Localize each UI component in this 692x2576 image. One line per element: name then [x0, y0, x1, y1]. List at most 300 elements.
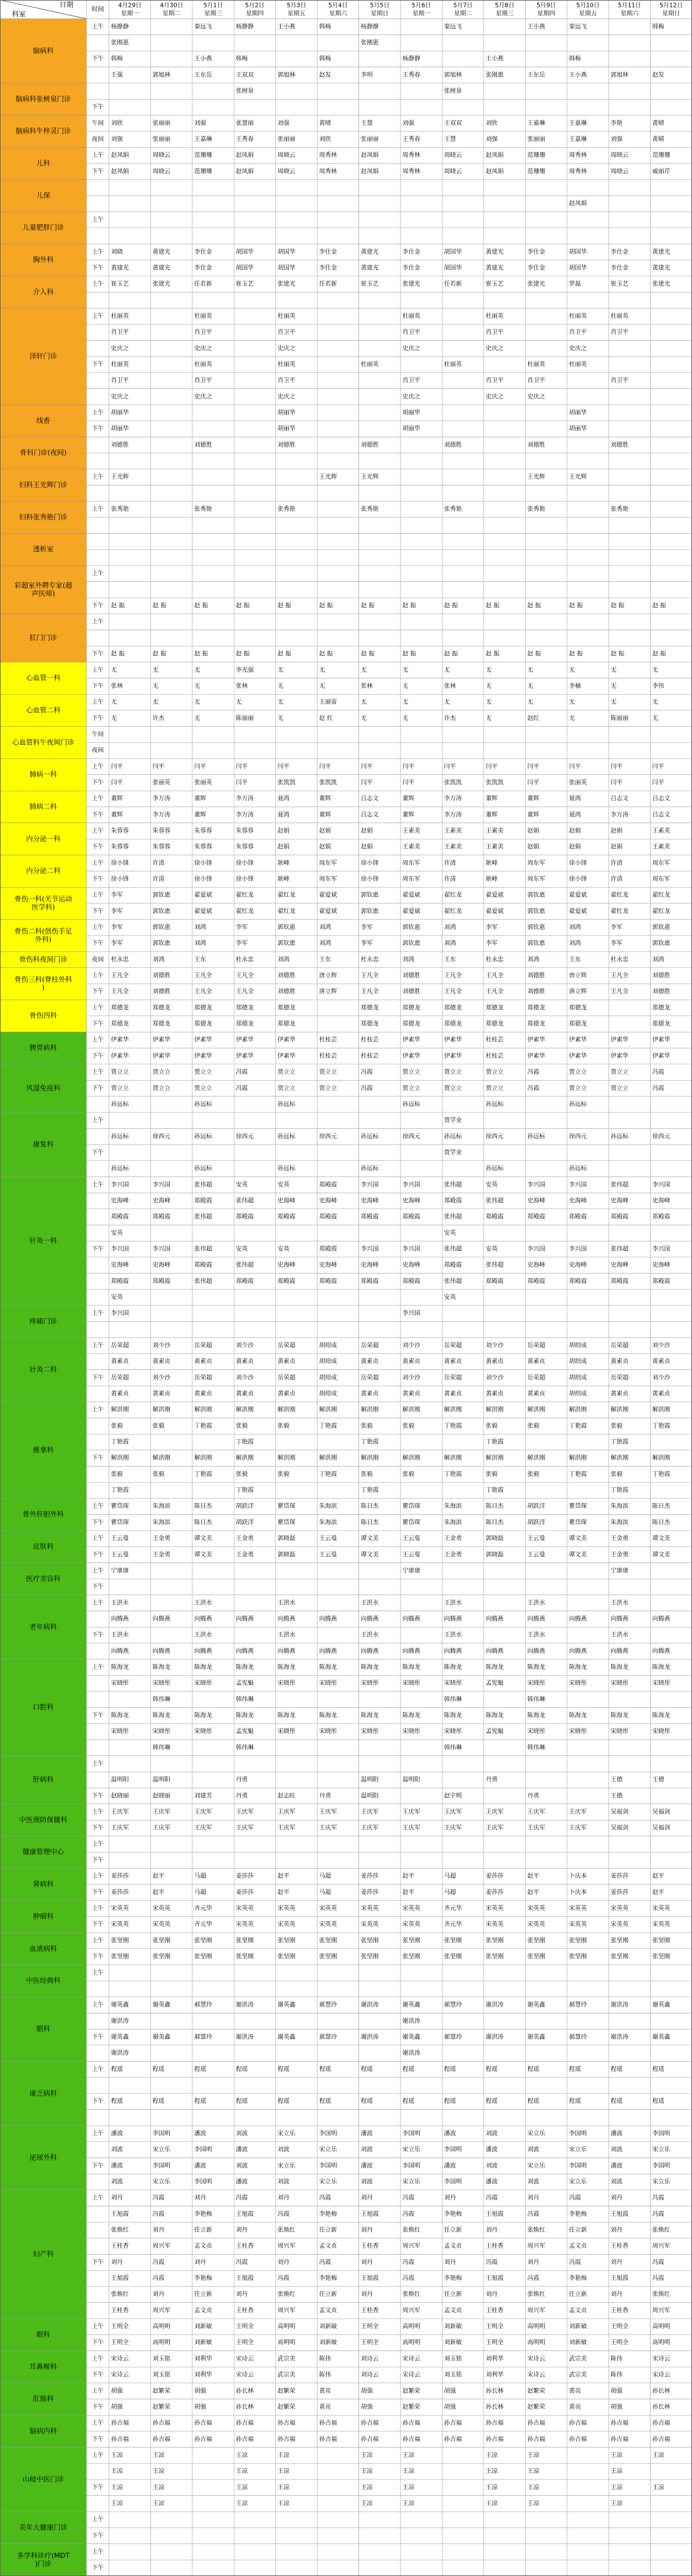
doctor-name: 宋英英	[485, 1905, 504, 1913]
doctor-name: 郑德龙	[152, 1021, 170, 1028]
schedule-cell	[567, 1113, 609, 1129]
doctor-name: 高明明	[652, 2323, 671, 2330]
doctor-name: 向腾燕	[652, 1615, 671, 1623]
doctor-name: 孟宪魁	[236, 1728, 254, 1735]
schedule-row	[86, 2463, 692, 2480]
schedule-cell	[109, 180, 150, 196]
doctor-name: 陈海龙	[569, 1663, 587, 1671]
schedule-row	[86, 147, 692, 164]
doctor-name: 郑殿霞	[236, 1213, 254, 1221]
schedule-cell	[150, 2511, 192, 2528]
doctor-name: 解洪刚	[152, 1455, 170, 1462]
doctor-name: 程瑶	[402, 2065, 415, 2073]
doctor-name: 胡跃洋	[236, 1519, 254, 1526]
schedule-cell	[359, 517, 401, 534]
doctor-name: 冯霞	[527, 2210, 540, 2218]
doctor-name: 胡国华	[236, 264, 254, 272]
schedule-cell	[192, 1981, 234, 1997]
time-slot-label: 下午	[92, 2033, 104, 2041]
doctor-name: 安英	[277, 1245, 290, 1253]
schedule-cell	[150, 35, 192, 51]
doctor-name: 岳荣超	[194, 1342, 212, 1349]
doctor-name: 贾立立	[485, 1084, 504, 1092]
doctor-name: 郑德龙	[236, 1021, 254, 1028]
time-slot-label: 夜间	[92, 747, 104, 754]
doctor-name: 王光辉	[569, 474, 587, 481]
doctor-name: 徐西元	[319, 1133, 337, 1140]
dept-name: 妇科王光辉门诊	[19, 480, 68, 489]
doctor-name: 无	[194, 699, 201, 706]
dept-name: 心血管科午夜间门诊	[12, 738, 75, 747]
time-slot-label: 下午	[92, 2371, 104, 2379]
doctor-name: 杜丽英	[111, 361, 129, 368]
doctor-name: 周秀林	[402, 168, 421, 175]
schedule-cell	[567, 2511, 609, 2528]
doctor-name: 刘诗云	[360, 2355, 379, 2362]
doctor-name: 刘丹	[194, 2258, 206, 2266]
doctor-name: 郭钦惠	[277, 924, 296, 932]
doctor-name: 闫平	[527, 779, 540, 786]
doctor-name: 周东军	[319, 876, 337, 883]
doctor-name: 王光辉	[319, 474, 337, 481]
schedule-cell	[442, 2013, 483, 2029]
doctor-name: 闫平	[485, 763, 498, 771]
doctor-name: 孙吉福	[236, 2419, 254, 2427]
doctor-name: 解洪刚	[319, 1406, 337, 1414]
schedule-cell	[609, 1096, 650, 1113]
doctor-name: 赵繁荣	[402, 2387, 421, 2395]
doctor-name: 向腾燕	[152, 1615, 170, 1623]
dept-name: 中医经典科	[26, 1976, 61, 1985]
doctor-name: 董辉	[402, 795, 415, 802]
schedule-cell	[567, 2013, 609, 2029]
doctor-name: 胡强	[111, 2403, 123, 2411]
doctor-name: 马超	[194, 1889, 206, 1896]
schedule-row	[86, 1756, 692, 1772]
schedule-cell	[192, 2109, 234, 2126]
schedule-cell	[109, 292, 150, 308]
doctor-name: 郑殿霞	[402, 1213, 421, 1221]
doctor-name: 谢英鑫	[652, 2033, 671, 2041]
doctor-name: 解洪刚	[611, 1406, 629, 1414]
doctor-name: 宋诗云	[402, 2371, 421, 2379]
schedule-cell	[359, 1225, 401, 1241]
schedule-row	[86, 1949, 692, 1965]
doctor-name: 陈伟	[611, 2355, 623, 2362]
schedule-cell	[484, 180, 525, 196]
doctor-name: 闫平	[611, 779, 623, 786]
schedule-cell	[567, 35, 609, 51]
doctor-name: 孙远标	[277, 1101, 296, 1108]
schedule-cell	[442, 325, 483, 341]
schedule-row	[86, 968, 692, 984]
dept-name: 儿保	[36, 191, 50, 200]
doctor-name: 黄建光	[360, 248, 379, 256]
doctor-name: 王明全	[111, 2339, 129, 2347]
doctor-name: 朱海滨	[319, 1503, 337, 1510]
doctor-name: 杜丽英	[402, 313, 421, 320]
doctor-name: 孙吉福	[277, 2436, 296, 2443]
doctor-name: 安英	[485, 1181, 498, 1188]
doctor-name: 胡强	[611, 2403, 623, 2411]
header-weekday-5: 星期六	[329, 10, 347, 18]
doctor-name: 王凉	[402, 2468, 415, 2475]
doctor-name: 崔玉艺	[485, 281, 504, 288]
doctor-name: 向腾燕	[194, 1648, 212, 1655]
doctor-name: 孙吉福	[569, 2436, 587, 2443]
schedule-row	[86, 1981, 692, 1997]
doctor-name: 程瑶	[569, 2065, 581, 2073]
doctor-name: 孙吉福	[527, 2419, 545, 2427]
dept-name: 肺病一科	[29, 770, 57, 779]
doctor-name: 张秀艳	[527, 506, 545, 513]
schedule-cell	[525, 1113, 567, 1129]
schedule-cell	[276, 1225, 317, 1241]
schedule-cell	[484, 1740, 525, 1756]
doctor-name: 徐西元	[236, 1133, 254, 1140]
doctor-name: 张焕红	[527, 2291, 545, 2298]
schedule-cell	[150, 388, 192, 405]
doctor-name: 郑德龙	[152, 1004, 170, 1012]
doctor-name: 王凉	[111, 2451, 123, 2459]
doctor-name: 无	[652, 699, 659, 706]
doctor-name: 史海峰	[569, 1197, 587, 1205]
schedule-cell	[276, 534, 317, 550]
schedule-cell	[192, 2528, 234, 2544]
doctor-name: 刘丹	[360, 2291, 373, 2298]
doctor-name: 王素美	[402, 827, 421, 834]
schedule-row	[86, 308, 692, 325]
schedule-cell	[484, 195, 525, 212]
schedule-cell	[442, 308, 483, 325]
doctor-name: 张焕红	[527, 2226, 545, 2234]
schedule-cell	[567, 501, 609, 517]
doctor-name: 吕志文	[360, 795, 379, 802]
schedule-cell	[525, 2560, 567, 2576]
doctor-name: 肖卫平	[194, 377, 212, 385]
schedule-cell	[359, 388, 401, 405]
schedule-cell	[359, 1289, 401, 1306]
doctor-name: 徐小锋	[236, 876, 254, 883]
doctor-name: 刘波	[111, 2178, 123, 2186]
doctor-name: 武宗美	[277, 2355, 296, 2362]
schedule-cell	[525, 742, 567, 759]
schedule-row	[86, 1643, 692, 1659]
schedule-cell	[442, 2480, 483, 2496]
doctor-name: 郭钦惠	[527, 940, 545, 947]
doctor-name: 王小燕	[277, 23, 296, 31]
schedule-row	[86, 582, 692, 598]
doctor-name: 孙远标	[569, 1101, 587, 1108]
schedule-cell	[234, 212, 275, 228]
schedule-cell	[150, 1225, 192, 1241]
doctor-name: 王凡全	[111, 988, 129, 995]
doctor-name: 贾学业	[444, 1149, 462, 1156]
time-slot-label: 下午	[92, 2162, 104, 2169]
doctor-name: 宋晓彤	[111, 1728, 129, 1735]
schedule-row	[86, 2061, 692, 2077]
schedule-cell	[651, 83, 692, 100]
doctor-name: 秦远飞	[569, 23, 587, 31]
doctor-name: 董辉	[111, 795, 123, 802]
schedule-row	[86, 260, 692, 276]
doctor-name: 王小燕	[485, 55, 504, 63]
doctor-name: 胡绍成	[319, 1374, 337, 1381]
doctor-name: 丹勇	[236, 1792, 248, 1800]
doctor-name: 李国明	[194, 2146, 212, 2154]
doctor-name: 贾立立	[611, 1069, 629, 1076]
schedule-row	[86, 1450, 692, 1467]
time-slot-label: 上午	[92, 2451, 104, 2459]
time-slot-label: 上午	[92, 1969, 104, 1976]
schedule-cell	[276, 1852, 317, 1869]
doctor-name: 杜永忠	[611, 956, 629, 963]
schedule-row	[86, 2544, 692, 2560]
doctor-name: 张伟超	[444, 1245, 462, 1253]
schedule-cell	[150, 1579, 192, 1595]
dept-block	[0, 244, 692, 276]
schedule-row	[86, 742, 692, 759]
schedule-cell	[525, 2013, 567, 2029]
schedule-cell	[317, 405, 359, 421]
doctor-name: 向腾燕	[236, 1648, 254, 1655]
doctor-name: 王凉	[360, 2500, 373, 2507]
doctor-name: 李国明	[652, 2130, 671, 2137]
doctor-name: 周东军	[652, 876, 671, 883]
doctor-name: 徐西元	[152, 1133, 170, 1140]
time-slot-label: 上午	[92, 2323, 104, 2330]
doctor-name: 胡跃洋	[236, 1503, 254, 1510]
schedule-cell	[484, 1981, 525, 1997]
doctor-name: 陈伟	[319, 2371, 332, 2379]
schedule-cell	[651, 2077, 692, 2094]
doctor-name: 范珊珊	[527, 168, 545, 175]
doctor-name: 赵凤娟	[111, 152, 129, 159]
doctor-name: 李艳梅	[319, 2275, 337, 2282]
doctor-name: 岳荣超	[277, 1342, 296, 1349]
doctor-name: 赵 振	[652, 650, 666, 658]
doctor-name: 胡强	[111, 2387, 123, 2395]
doctor-name: 徐小锋	[111, 860, 129, 867]
schedule-cell	[192, 1434, 234, 1450]
schedule-cell	[609, 1322, 650, 1338]
doctor-name: 王凡全	[236, 988, 254, 995]
doctor-name: 罗磊	[569, 281, 581, 288]
doctor-name: 宋诗云	[527, 2371, 545, 2379]
doctor-name: 张建光	[527, 281, 545, 288]
doctor-name: 宋英英	[402, 1905, 421, 1913]
time-slot-label: 午间	[92, 730, 104, 738]
schedule-cell	[192, 1145, 234, 1161]
schedule-cell	[359, 582, 401, 598]
doctor-name: 孙吉福	[194, 2419, 212, 2427]
schedule-cell	[359, 1836, 401, 1852]
schedule-cell	[359, 549, 401, 566]
schedule-cell	[401, 549, 442, 566]
doctor-name: 郑殿霞	[319, 1277, 337, 1285]
schedule-cell	[317, 2077, 359, 2094]
doctor-name: 李兴国	[402, 1181, 421, 1188]
schedule-row	[86, 2013, 692, 2029]
schedule-cell	[317, 1965, 359, 1981]
header-weekday-12: 星期六	[621, 10, 639, 18]
schedule-cell	[359, 1306, 401, 1322]
doctor-name: 王德	[611, 1776, 623, 1784]
doctor-name: 王双双	[444, 120, 462, 127]
doctor-name: 郑殿霞	[569, 1277, 587, 1285]
doctor-name: 张坚刚	[277, 1953, 296, 1961]
dept-block	[0, 1176, 692, 1305]
schedule-cell	[442, 2109, 483, 2126]
schedule-cell	[317, 1161, 359, 1177]
doctor-name: 王凉	[485, 2484, 498, 2491]
doctor-name: 李艳梅	[569, 2210, 587, 2218]
schedule-cell	[192, 292, 234, 308]
doctor-name: 赵发	[319, 71, 332, 79]
schedule-cell	[484, 1836, 525, 1852]
schedule-cell	[401, 486, 442, 502]
doctor-name: 张丽丽	[277, 136, 296, 143]
schedule-cell	[525, 517, 567, 534]
doctor-name: 宁康康	[111, 1567, 129, 1574]
schedule-cell	[609, 2013, 650, 2029]
schedule-cell	[651, 549, 692, 566]
doctor-name: 赵凤娟	[485, 168, 504, 175]
doctor-name: 谢英鑫	[111, 2002, 129, 2009]
doctor-name: 王凡全	[485, 988, 504, 995]
doctor-name: 孙吉福	[360, 2436, 379, 2443]
schedule-row	[86, 340, 692, 356]
doctor-name: 秦远飞	[444, 23, 462, 31]
doctor-name: 王东岳	[527, 71, 545, 79]
header-date-2: 5月1日	[203, 2, 223, 9]
doctor-name: 丁艳霞	[360, 1438, 379, 1446]
doctor-name: 韩梅	[319, 55, 332, 63]
schedule-cell	[359, 534, 401, 550]
doctor-name: 杜丽英	[569, 361, 587, 368]
dept-name: 彩超室外聘专家(超声医师)	[14, 581, 73, 598]
doctor-name: 黄素贞	[111, 1390, 129, 1398]
doctor-name: 伊素华	[527, 1036, 545, 1044]
schedule-cell	[317, 292, 359, 308]
doctor-name: 程瑶	[277, 2065, 290, 2073]
header-weekday-4: 星期五	[287, 10, 306, 18]
doctor-name: 伊素华	[402, 1036, 421, 1044]
doctor-name: 郑殿霞	[152, 1277, 170, 1285]
schedule-cell	[567, 1579, 609, 1595]
doctor-name: 刘少沙	[652, 1342, 671, 1349]
doctor-name: 闫平	[402, 763, 415, 771]
doctor-name: 黄素贞	[485, 1390, 504, 1398]
schedule-cell	[234, 534, 275, 550]
schedule-cell	[609, 582, 650, 598]
time-slot-label: 上午	[92, 1809, 104, 1816]
doctor-name: 许清	[152, 876, 165, 883]
schedule-cell	[234, 614, 275, 630]
doctor-name: 伊素华	[611, 1036, 629, 1044]
doctor-name: 王凉	[277, 2451, 290, 2459]
doctor-name: 杜永忠	[360, 956, 379, 963]
doctor-name: 赵娟	[569, 843, 581, 851]
schedule-cell	[192, 2045, 234, 2062]
doctor-name: 徐小锋	[194, 860, 212, 867]
doctor-name: 向腾燕	[527, 1648, 545, 1655]
doctor-name: 郝慧玲	[444, 2002, 462, 2009]
schedule-cell	[359, 1096, 401, 1113]
doctor-name: 王云曼	[402, 1535, 421, 1542]
schedule-cell	[359, 373, 401, 389]
doctor-name: 宁康康	[611, 1567, 629, 1574]
schedule-cell	[192, 582, 234, 598]
doctor-name: 程瑶	[152, 2098, 165, 2106]
schedule-cell	[359, 630, 401, 647]
doctor-name: 张建光	[152, 281, 170, 288]
schedule-cell	[317, 1981, 359, 1997]
schedule-cell	[442, 1306, 483, 1322]
doctor-name: 周兴军	[652, 2307, 671, 2314]
doctor-name: 向腾燕	[569, 1648, 587, 1655]
schedule-cell	[525, 1225, 567, 1241]
doctor-name: 赵凤娟	[360, 168, 379, 175]
doctor-name: 郑德龙	[485, 1004, 504, 1012]
doctor-name: 郑殿霞	[319, 1213, 337, 1221]
doctor-name: 李万涛	[236, 811, 254, 819]
schedule-cell	[651, 1740, 692, 1756]
doctor-name: 黄建光	[652, 248, 671, 256]
schedule-cell	[234, 582, 275, 598]
dept-block	[0, 2544, 692, 2576]
schedule-row	[86, 2511, 692, 2528]
schedule-cell	[192, 614, 234, 630]
doctor-name: 程瑶	[360, 2098, 373, 2106]
time-slot-label: 下午	[92, 715, 104, 722]
doctor-name: 伊素华	[194, 1052, 212, 1060]
doctor-name: 胡跃洋	[527, 1519, 545, 1526]
doctor-name: 张刚惠	[111, 39, 129, 47]
schedule-cell	[317, 437, 359, 453]
doctor-name: 黄晴	[652, 120, 664, 127]
doctor-name: 李兴国	[152, 1181, 170, 1188]
schedule-cell	[359, 1322, 401, 1338]
doctor-name: 向腾燕	[485, 1615, 504, 1623]
schedule-cell	[109, 517, 150, 534]
doctor-name: 王庆军	[277, 1809, 296, 1816]
doctor-name: 李国明	[194, 2178, 212, 2186]
schedule-cell	[525, 614, 567, 630]
doctor-name: 韩梅	[319, 23, 332, 31]
doctor-name: 郭钦惠	[652, 924, 671, 932]
schedule-row	[86, 2077, 692, 2094]
doctor-name: 谢英鑫	[527, 2002, 545, 2009]
schedule-cell	[317, 2013, 359, 2029]
doctor-name: 黄素贞	[152, 1390, 170, 1398]
doctor-name: 周晓云	[444, 168, 462, 175]
dept-name: 健康管理中心	[23, 1847, 64, 1856]
doctor-name: 刘德胜	[444, 441, 462, 449]
schedule-cell	[651, 1595, 692, 1611]
doctor-name: 宋英英	[652, 1921, 671, 1928]
doctor-name: 赵 振	[360, 650, 375, 658]
doctor-name: 赵 振	[444, 602, 458, 610]
schedule-cell	[276, 1113, 317, 1129]
doctor-name: 李兴国	[360, 1245, 379, 1253]
doctor-name: 赵凤娟	[236, 168, 254, 175]
doctor-name: 刘利华	[194, 2355, 212, 2362]
doctor-name: 安英	[444, 1229, 456, 1237]
schedule-cell	[109, 1113, 150, 1129]
doctor-name: 史庆之	[402, 345, 421, 352]
schedule-cell	[609, 469, 650, 486]
